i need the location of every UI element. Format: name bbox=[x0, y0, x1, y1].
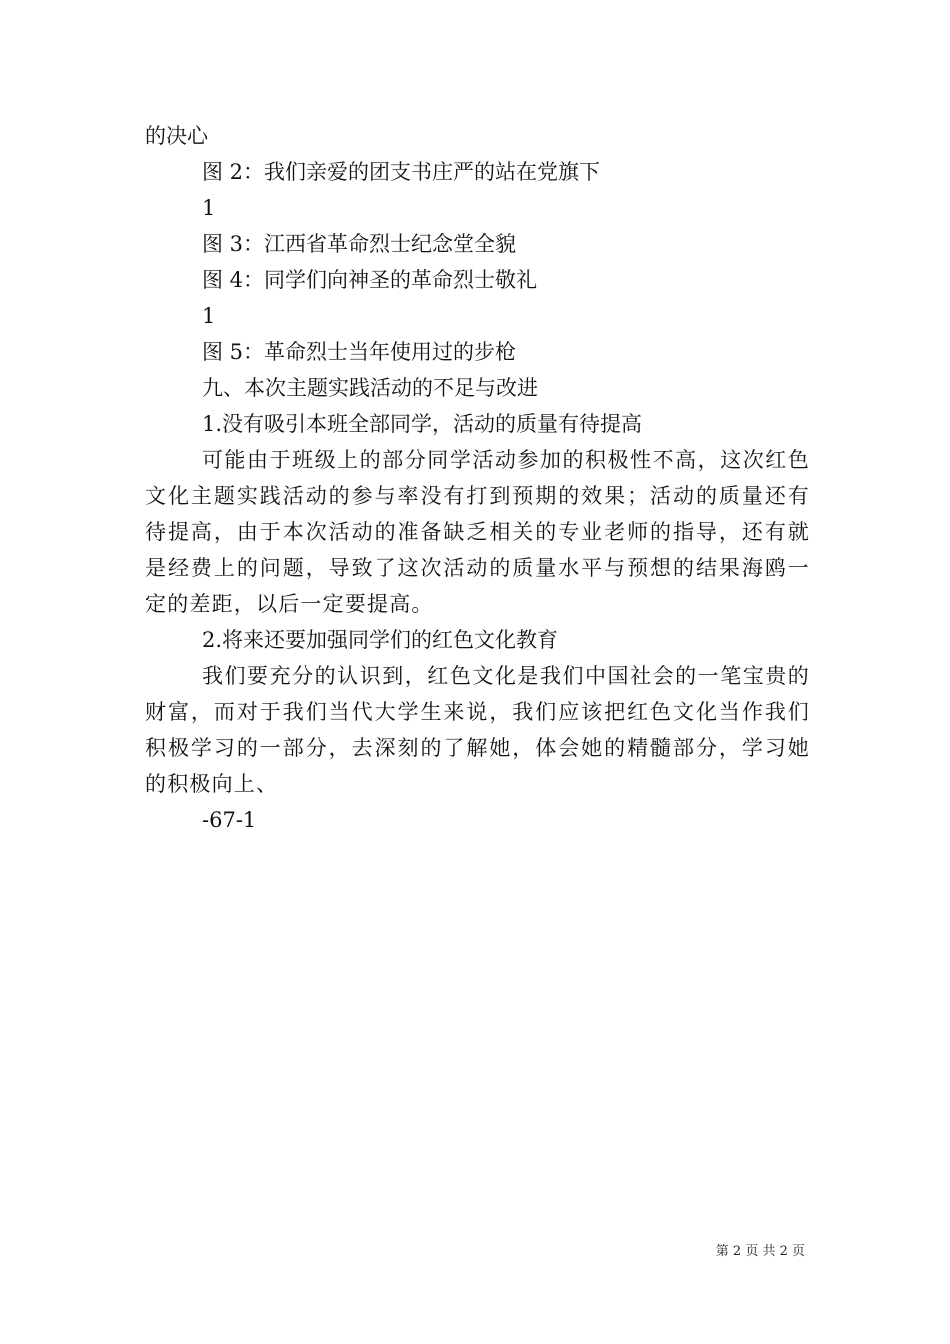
figure-caption-5: 图 5：革命烈士当年使用过的步枪 bbox=[202, 340, 517, 364]
figure-caption-2: 图 2：我们亲爱的团支书庄严的站在党旗下 bbox=[202, 160, 601, 184]
subheading-2: 2.将来还要加强同学们的红色文化教育 bbox=[202, 628, 559, 652]
subheading-1: 1.没有吸引本班全部同学，活动的质量有待提高 bbox=[202, 412, 643, 436]
paragraph-2: 我们要充分的认识到，红色文化是我们中国社会的一笔宝贵的财富，而对于我们当代大学生来说，我们应该把红色文化当作我们积极学习的一部分，去深刻的了解她，体会她的精髓部分，学习她的积极向上、 bbox=[145, 664, 810, 796]
section-heading: 九、本次主题实践活动的不足与改进 bbox=[202, 376, 538, 400]
paragraph-1: 可能由于班级上的部分同学活动参加的积极性不高，这次红色文化主题实践活动的参与率没有打到预期的效果；活动的质量还有待提高，由于本次活动的准备缺乏相关的专业老师的指导，还有就是经费上的问题，导致了这次活动的质量水平与预想的结果海鸥一定的差距，以后一定要提高。 bbox=[145, 448, 810, 616]
figure-caption-3: 图 3：江西省革命烈士纪念堂全貌 bbox=[202, 232, 517, 256]
page-code: -67-1 bbox=[202, 808, 257, 832]
document-body bbox=[145, 118, 810, 838]
figure-number: 1 bbox=[202, 196, 216, 220]
figure-caption-4: 图 4：同学们向神圣的革命烈士敬礼 bbox=[202, 268, 538, 292]
figure-number: 1 bbox=[202, 304, 216, 328]
text-line-continuation: 的决心 bbox=[145, 124, 208, 148]
page-footer: 第 2 页 共 2 页 bbox=[715, 1244, 805, 1259]
